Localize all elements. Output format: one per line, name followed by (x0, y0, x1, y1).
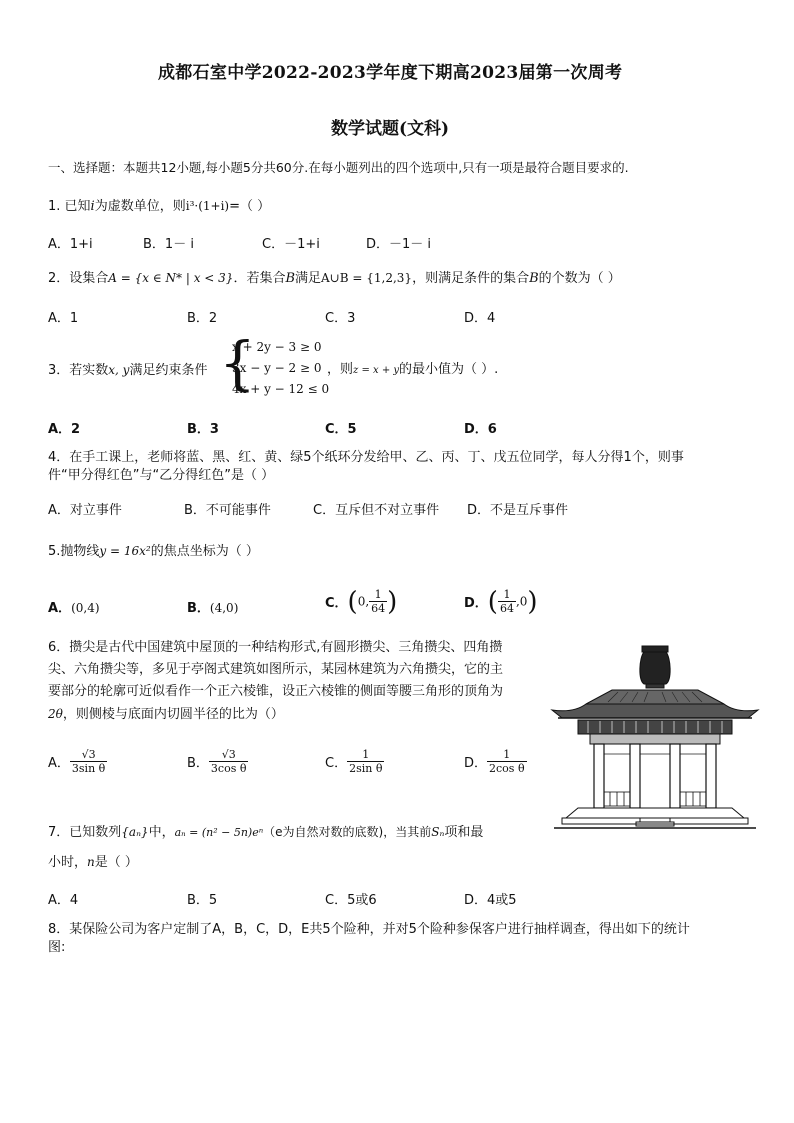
q7-end: 项和最 (444, 825, 484, 840)
q5-option-c-den: 64 (371, 602, 386, 615)
q2-mid1: ．若集合 (233, 271, 286, 286)
q2-option-c: C．3 (325, 311, 356, 326)
q3-constraint-3: 4x + y − 12 ≤ 0 (232, 382, 330, 396)
question-3-tail (327, 360, 498, 381)
q7-option-c: C．5或6 (325, 893, 377, 908)
q6-option-c (325, 748, 384, 775)
question-7-line-2 (48, 852, 138, 873)
q3-option-d: D．6 (464, 422, 497, 437)
q6-line-4-text: ，则侧棱与底面内切圆半径的比为（） (62, 707, 284, 722)
q2-end: 的个数为（ ） (538, 271, 621, 286)
q7-seq: {aₙ} (121, 825, 149, 839)
q2-b-variable-2: B (529, 271, 539, 286)
q3-mid: 满足约束条件 (129, 363, 208, 378)
q6-option-a-num: √3 (70, 748, 107, 762)
q6-line-3: 要部分的轮廓可近似看作一个正六棱锥，设正六棱锥的侧面等腰三角形的顶角为 (48, 684, 504, 699)
question-7-line-1 (48, 822, 483, 843)
q5-suffix: 的焦点坐标为（ ） (150, 544, 259, 559)
q7-mid: 中， (148, 825, 175, 840)
q7-option-b: B．5 (187, 893, 218, 908)
q3-vars: x, y (108, 363, 130, 377)
q6-line-4 (48, 704, 284, 725)
q1-suffix: =（ ） (229, 199, 271, 214)
q7-sn: Sₙ (431, 825, 445, 839)
q2-option-d: D．4 (464, 311, 496, 326)
q5-option-d-den: 64 (499, 602, 514, 615)
q3-constraints (232, 337, 329, 400)
q6-option-b-label: B． (187, 756, 209, 771)
q5-option-c-left: 0, (357, 594, 370, 609)
q5-option-b-label: B． (187, 601, 210, 616)
q2-mid2: 满足 (295, 271, 322, 286)
q3-constraint-2: 3x − y − 2 ≥ 0 (232, 361, 322, 375)
q2-b-variable: B (285, 271, 296, 286)
question-1-stem (48, 196, 270, 217)
q7-formula: aₙ = (n² − 5n)eⁿ (174, 826, 264, 839)
q6-angle: 2θ (48, 707, 63, 721)
q5-option-b-value: (4,0) (209, 601, 239, 615)
q1-mid: 为虚数单位，则 (94, 199, 186, 214)
q7-n-var: n (87, 855, 95, 869)
q3-option-a: A．2 (48, 422, 81, 437)
q6-option-c-label: C． (325, 756, 348, 771)
question-2-stem (48, 268, 621, 289)
q7-line-2-a: 小时， (48, 855, 88, 870)
q7-line-2-b: 是（ ） (94, 855, 138, 870)
q6-option-a-den: 3sin θ (71, 762, 106, 775)
q1-i-variable: i (90, 199, 95, 214)
q5-option-d: D．( $\frac{1}{64}$ ,0) (464, 586, 538, 617)
q6-option-d-label: D． (464, 756, 488, 771)
q1-option-a: A．1+i (48, 237, 93, 252)
q5-option-c-label: C． (325, 596, 348, 611)
q1-option-d: D．－1－ i (366, 237, 432, 252)
q2-union: A∪B = {1,2,3} (321, 271, 413, 285)
q2-option-a: A．1 (48, 311, 79, 326)
q8-line-1: 8．某保险公司为客户定制了A，B，C，D，E共5个险种，并对5个险种参保客户进行抽样调查，得出如下的统计 (48, 922, 690, 937)
q4-line-2: 件“甲分得红色”与“乙分得红色”是（ ） (48, 468, 275, 483)
q6-option-a (48, 748, 107, 775)
exam-title: 成都石室中学2022-2023学年度下期高2023届第一次周考 (158, 63, 623, 83)
q7-option-a: A．4 (48, 893, 79, 908)
q7-prefix: 7．已知数列 (48, 825, 122, 840)
q1-option-b: B．1－ i (143, 237, 194, 252)
q6-option-b-num: √3 (209, 748, 249, 762)
q6-option-b-den: 3cos θ (210, 762, 247, 775)
q5-prefix: 5.抛物线 (48, 544, 100, 559)
q4-option-d: D．不是互斥事件 (467, 503, 569, 518)
question-3-lead (48, 360, 207, 381)
q7-option-d: D．4或5 (464, 893, 517, 908)
q2-option-b: B．2 (187, 311, 218, 326)
q2-suffix: ，则满足条件的集合 (412, 271, 530, 286)
q3-option-b: B．3 (187, 422, 219, 437)
q8-line-2: 图: (48, 940, 66, 955)
exam-subtitle: 数学试题(文科) (331, 119, 450, 139)
q3-brace: { (219, 329, 256, 397)
q7-note: （e为自然对数的底数)，当其前 (263, 825, 432, 839)
q5-option-c: C．(0, $\frac{1}{64}$ ) (325, 586, 398, 617)
q5-option-a-value: (0,4) (71, 601, 100, 615)
q3-then: ，则 (327, 362, 354, 377)
q6-line-2: 尖、六角攒尖等，多见于亭阁式建筑如图所示，某园林建筑为六角攒尖，它的主 (48, 662, 504, 677)
q1-prefix: 1. 已知 (48, 199, 91, 214)
q6-option-d-num: 1 (487, 748, 527, 762)
q5-option-b (187, 597, 238, 616)
q3-constraint-1: x + 2y − 3 ≥ 0 (232, 340, 322, 354)
q3-z-expr: z = x + y (353, 365, 400, 376)
q4-option-a: A．对立事件 (48, 503, 122, 518)
q5-option-c-num: 1 (369, 588, 387, 602)
question-5-stem (48, 541, 259, 562)
q6-option-d (464, 748, 527, 775)
q1-option-c: C．－1+i (262, 237, 320, 252)
q5-option-a-label: A． (48, 601, 72, 616)
q5-expr: y = 16x² (99, 544, 151, 558)
q6-option-b (187, 748, 248, 775)
q4-line-1: 4．在手工课上，老师将蓝、黑、红、黄、绿5个纸环分发给甲、乙、丙、丁、戊五位同学，每人分得1个，则事 (48, 450, 684, 465)
q3-option-c: C．5 (325, 422, 357, 437)
q6-option-c-den: 2sin θ (349, 762, 383, 775)
q4-option-c: C．互斥但不对立事件 (313, 503, 440, 518)
q5-option-a (48, 597, 100, 616)
q5-option-d-right: ,0 (515, 594, 528, 609)
q6-option-d-den: 2cos θ (489, 762, 525, 775)
q5-option-d-label: D． (464, 596, 488, 611)
q2-prefix: 2．设集合 (48, 271, 109, 286)
q3-suffix: 的最小值为（ ）. (399, 362, 499, 377)
q4-option-b: B．不可能事件 (184, 503, 271, 518)
q2-set-a: A = {x ∈ N* | x < 3} (108, 271, 234, 285)
q6-option-a-label: A． (48, 756, 70, 771)
q6-option-c-num: 1 (347, 748, 384, 762)
section-heading: 一、选择题：本题共12小题,每小题5分共60分.在每小题列出的四个选项中,只有一项是最符合题目要求的. (48, 160, 629, 175)
q5-option-d-num: 1 (498, 588, 516, 602)
q3-prefix: 3．若实数 (48, 363, 109, 378)
q6-line-1: 6．攒尖是古代中国建筑中屋顶的一种结构形式,有圆形攒尖、三角攒尖、四角攒 (48, 640, 503, 655)
q1-expression: i³·(1+i) (185, 199, 230, 213)
pavilion-illustration-icon (548, 640, 762, 832)
